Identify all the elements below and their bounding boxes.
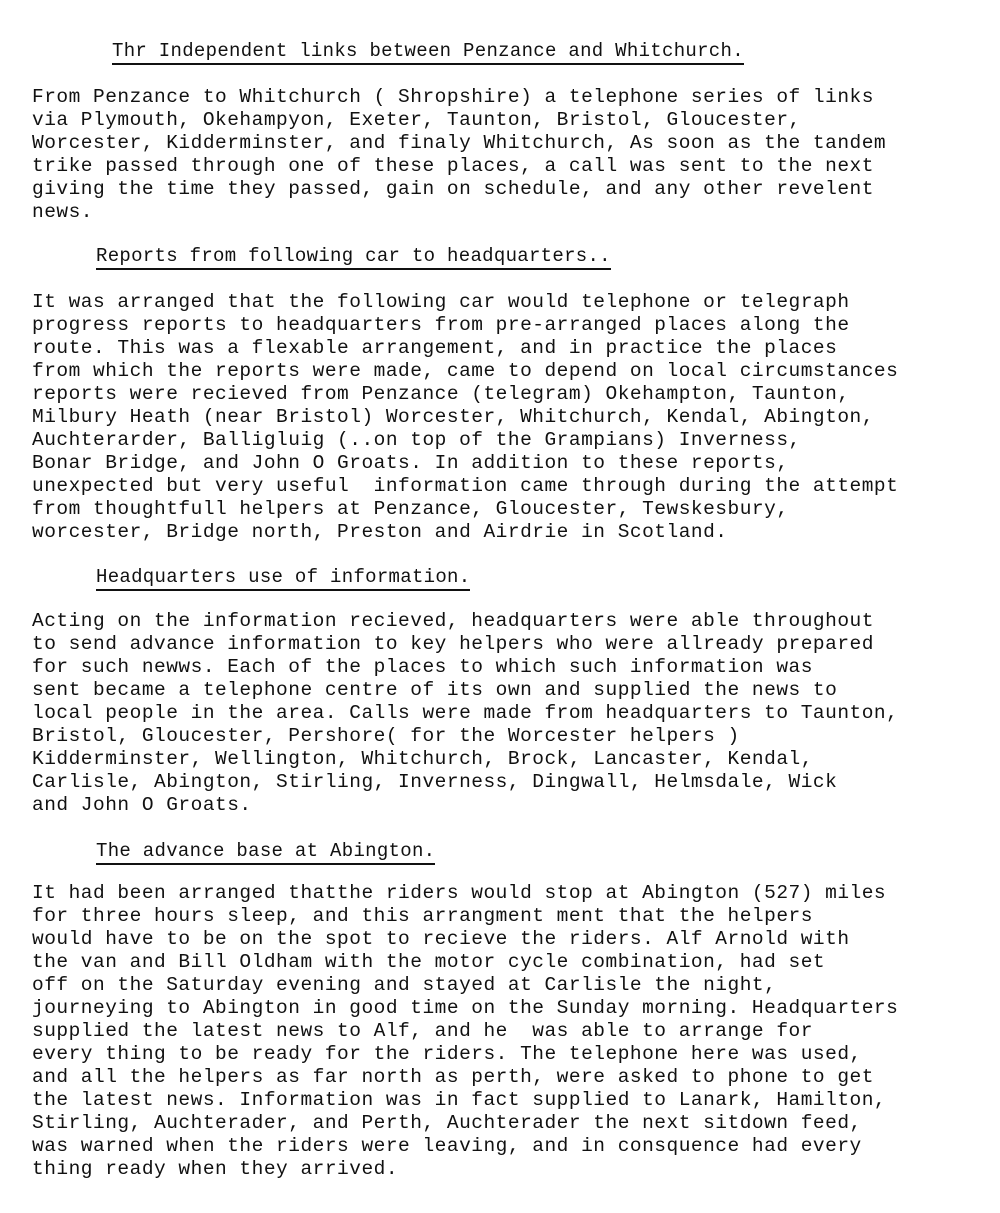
text-line: worcester, Bridge north, Preston and Airdrie in Scotland. (32, 521, 728, 543)
text-line: from thoughtfull helpers at Penzance, Gloucester, Tewskesbury, (32, 498, 789, 520)
text-line: It was arranged that the following car would telephone or telegraph (32, 291, 850, 313)
text-line: Milbury Heath (near Bristol) Worcester, Whitchurch, Kendal, Abington, (32, 406, 874, 428)
section-body-headquarters-use (32, 610, 898, 817)
text-line: and John O Groats. (32, 794, 252, 816)
text-line: supplied the latest news to Alf, and he was able to arrange for (32, 1020, 813, 1042)
text-line: every thing to be ready for the riders. The telephone here was used, (32, 1043, 862, 1065)
text-line: giving the time they passed, gain on schedule, and any other revelent (32, 178, 874, 200)
text-line: would have to be on the spot to recieve the riders. Alf Arnold with (32, 928, 850, 950)
text-line: thing ready when they arrived. (32, 1158, 399, 1180)
text-line: Auchterarder, Balligluig (..on top of the Grampians) Inverness, (32, 429, 801, 451)
text-line: news. (32, 201, 94, 223)
text-line: Stirling, Auchterader, and Perth, Auchterader the next sitdown feed, (32, 1112, 862, 1134)
text-line: Worcester, Kidderminster, and finaly Whitchurch, As soon as the tandem (32, 132, 887, 154)
text-line: for such newws. Each of the places to which such information was (32, 656, 813, 678)
section-body-reports (32, 291, 898, 544)
text-line: Carlisle, Abington, Stirling, Inverness, Dingwall, Helmsdale, Wick (32, 771, 838, 793)
text-line: local people in the area. Calls were made from headquarters to Taunton, (32, 702, 899, 724)
text-line: progress reports to headquarters from pre-arranged places along the (32, 314, 850, 336)
text-line: trike passed through one of these places, a call was sent to the next (32, 155, 874, 177)
text-line: journeying to Abington in good time on the Sunday morning. Headquarters (32, 997, 899, 1019)
text-line: Bonar Bridge, and John O Groats. In addition to these reports, (32, 452, 789, 474)
section-body-advance-base (32, 882, 898, 1181)
text-line: Kidderminster, Wellington, Whitchurch, Brock, Lancaster, Kendal, (32, 748, 813, 770)
text-line: the latest news. Information was in fact supplied to Lanark, Hamilton, (32, 1089, 887, 1111)
section-body-independent-links (32, 86, 886, 224)
text-line: to send advance information to key helpers who were allready prepared (32, 633, 874, 655)
text-line: Acting on the information recieved, headquarters were able throughout (32, 610, 874, 632)
text-line: unexpected but very useful information came through during the attempt (32, 475, 899, 497)
text-line: It had been arranged thatthe riders would stop at Abington (527) miles (32, 882, 887, 904)
text-line: Bristol, Gloucester, Pershore( for the Worcester helpers ) (32, 725, 740, 747)
text-line: for three hours sleep, and this arrangment ment that the helpers (32, 905, 813, 927)
text-line: and all the helpers as far north as perth, were asked to phone to get (32, 1066, 874, 1088)
text-line: from which the reports were made, came to depend on local circumstances (32, 360, 899, 382)
text-line: off on the Saturday evening and stayed at Carlisle the night, (32, 974, 777, 996)
text-line: sent became a telephone centre of its own and supplied the news to (32, 679, 838, 701)
section-heading-advance-base: The advance base at Abington. (96, 840, 435, 865)
section-heading-reports: Reports from following car to headquarters.. (96, 245, 611, 270)
section-heading-independent-links: Thr Independent links between Penzance and Whitchurch. (112, 40, 744, 65)
text-line: reports were recieved from Penzance (telegram) Okehampton, Taunton, (32, 383, 850, 405)
text-line: was warned when the riders were leaving, and in consquence had every (32, 1135, 862, 1157)
text-line: route. This was a flexable arrangement, and in practice the places (32, 337, 838, 359)
text-line: From Penzance to Whitchurch ( Shropshire) a telephone series of links (32, 86, 874, 108)
text-line: via Plymouth, Okehampyon, Exeter, Taunton, Bristol, Gloucester, (32, 109, 801, 131)
section-heading-headquarters-use: Headquarters use of information. (96, 566, 470, 591)
text-line: the van and Bill Oldham with the motor cycle combination, had set (32, 951, 826, 973)
